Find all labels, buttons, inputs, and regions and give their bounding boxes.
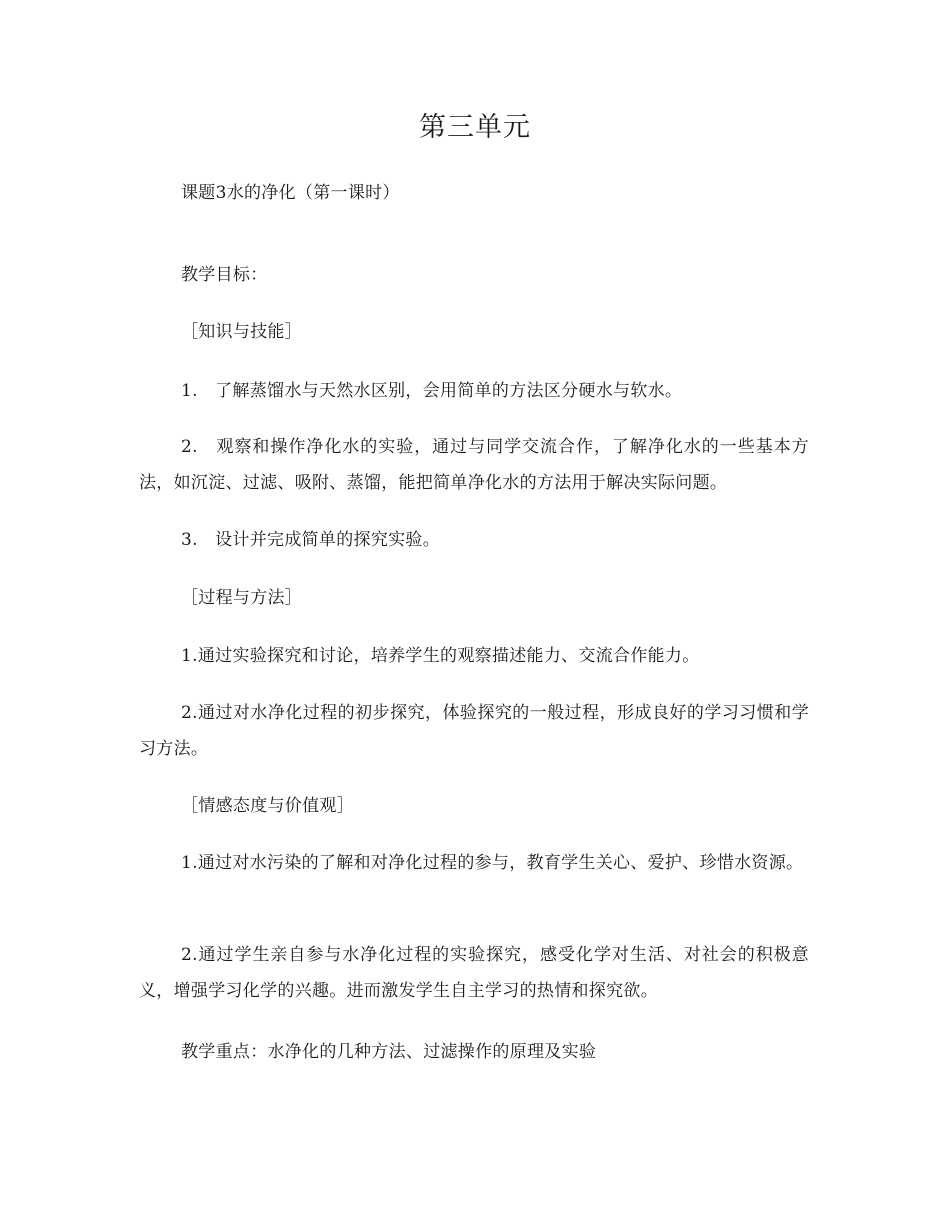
knowledge-item-1: 1. 了解蒸馏水与天然水区别，会用简单的方法区分硬水与软水。: [181, 381, 683, 401]
emotion-values-heading: ［情感态度与价值观］: [181, 796, 354, 816]
teaching-goals-heading: 教学目标：: [181, 265, 268, 285]
process-item-1: 1.通过实验探究和讨论，培养学生的观察描述能力、交流合作能力。: [181, 646, 700, 666]
emotion-item-1: 1.通过对水污染的了解和对净化过程的参与，教育学生关心、爱护、珍惜水资源。: [181, 853, 804, 873]
process-method-heading: ［过程与方法］: [181, 588, 303, 608]
process-item-2: 2.通过对水净化过程的初步探究，体验探究的一般过程，形成良好的学习习惯和学习方法。: [139, 703, 809, 759]
document-title: 第三单元: [419, 112, 531, 143]
lesson-heading: 课题3水的净化（第一课时）: [181, 183, 400, 203]
knowledge-item-2: 2. 观察和操作净化水的实验，通过与同学交流合作，了解净化水的一些基本方法，如沉淀、过滤、吸附、蒸馏，能把简单净化水的方法用于解决实际问题。: [139, 437, 809, 493]
emotion-item-2: 2.通过学生亲自参与水净化过程的实验探究，感受化学对生活、对社会的积极意义，增强学习化学的兴趣。进而激发学生自主学习的热情和探究欲。: [139, 945, 809, 1001]
knowledge-skills-heading: ［知识与技能］: [181, 322, 303, 342]
teaching-focus: 教学重点：水净化的几种方法、过滤操作的原理及实验: [181, 1042, 597, 1062]
knowledge-item-3: 3. 设计并完成简单的探究实验。: [181, 530, 441, 550]
